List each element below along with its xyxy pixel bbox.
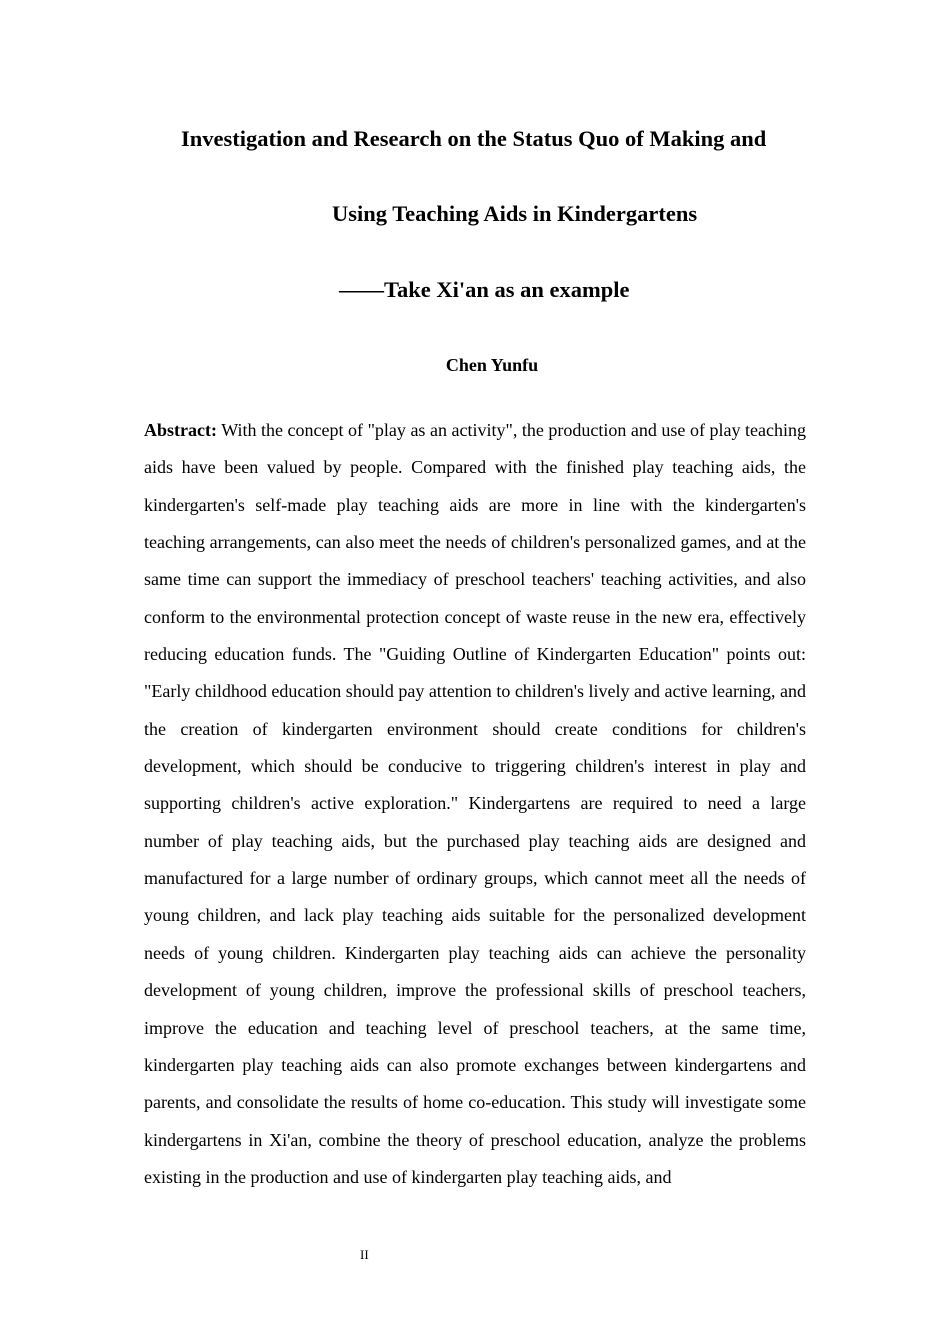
abstract-paragraph bbox=[144, 412, 806, 1196]
author-name: Chen Yunfu bbox=[445, 355, 539, 375]
page-number: II bbox=[360, 1247, 369, 1262]
title-line-2: Using Teaching Aids in Kindergartens bbox=[332, 201, 698, 226]
abstract-label: Abstract: bbox=[144, 420, 217, 440]
abstract-text: With the concept of "play as an activity", the production and use of play teaching aids have been valued by people. Compared with the finished play teaching aids, the kindergarten's self-made play teaching aids are more in line with the kindergarten's teaching arrangements, can also meet the needs of children's personalized games, and at the same time can support the immediacy of preschool teachers' teaching activities, and also conform to the environmental protection concept of waste reuse in the new era, effectively reducing education funds. The "Guiding Outline of Kindergarten Education" points out: "Early childhood education should pay attention to children's lively and active learning, and the creation of kindergarten environment should create conditions for children's development, which should be conducive to triggering children's interest in play and supporting children's active exploration." Kindergartens are required to need a large number of play teaching aids, but the purchased play teaching aids are designed and manufactured for a large number of ordinary groups, which cannot meet all the needs of young children, and lack play teaching aids suitable for the personalized development needs of young children. Kindergarten play teaching aids can achieve the personality development of young children, improve the professional skills of preschool teachers, improve the education and teaching level of preschool teachers, at the same time, kindergarten play teaching aids can also promote exchanges between kindergartens and parents, and consolidate the results of home co-education. This study will investigate some kindergartens in Xi'an, combine the theory of preschool education, analyze the problems existing in the production and use of kindergarten play teaching aids, and bbox=[144, 420, 806, 1187]
subtitle: ——Take Xi'an as an example bbox=[339, 277, 630, 302]
title-line-1: Investigation and Research on the Status Quo of Making and bbox=[181, 126, 767, 151]
